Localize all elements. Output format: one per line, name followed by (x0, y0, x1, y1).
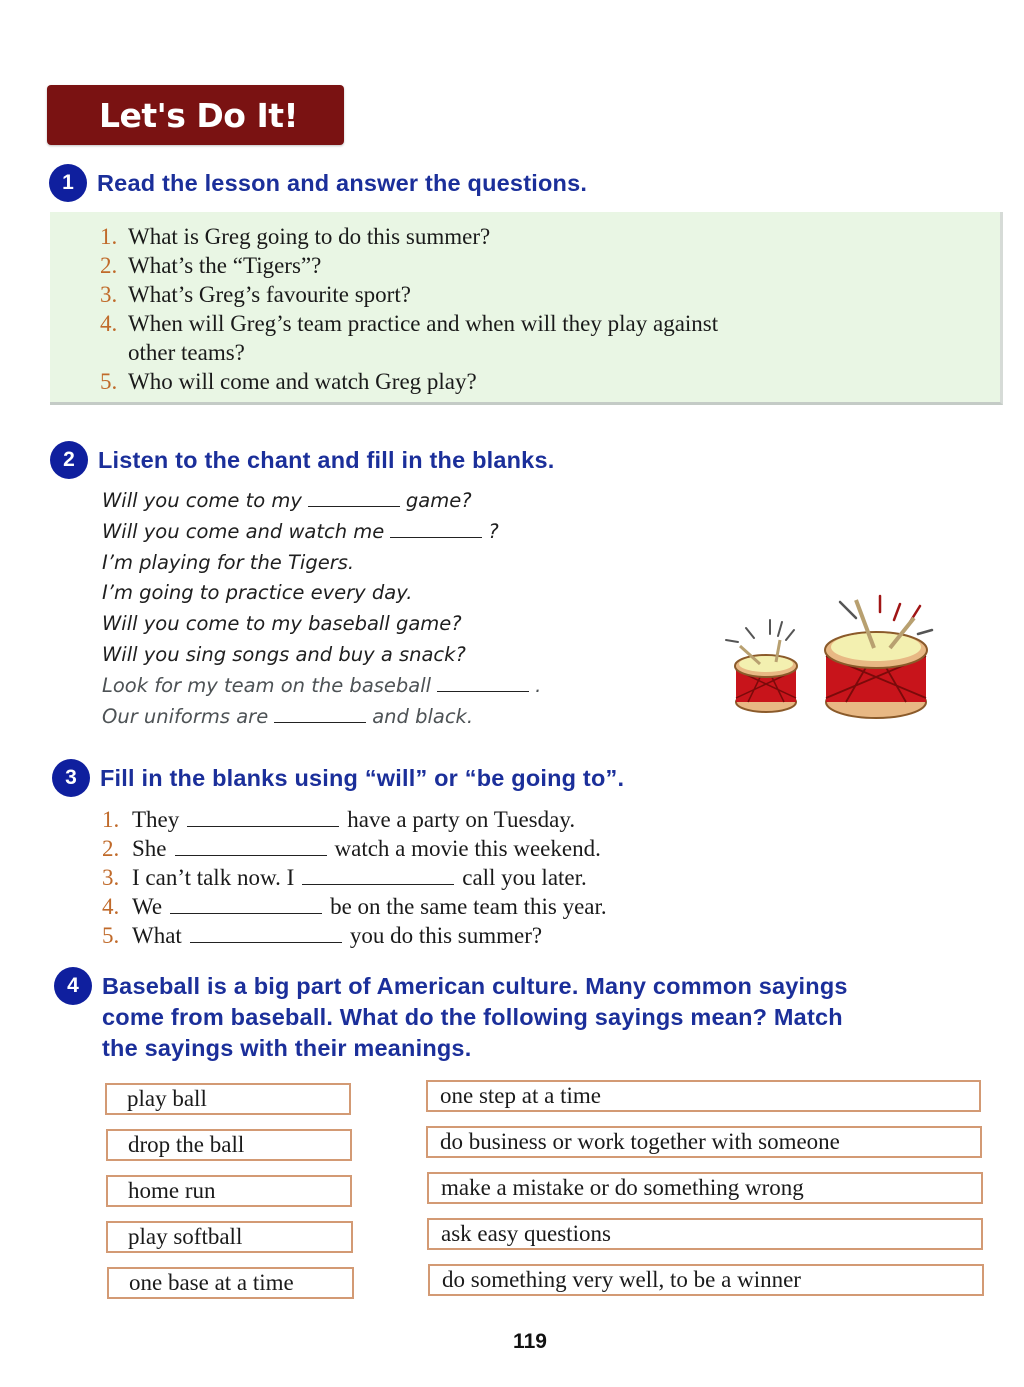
title-line: come from baseball. What do the following sayings mean? Match (102, 1004, 843, 1030)
question-text-continued: other teams? (128, 340, 245, 365)
chant-line: I’m going to practice every day. (102, 581, 413, 605)
chant-text: Will you come and watch me (102, 519, 385, 543)
question-number: 5. (100, 369, 118, 394)
item-number: 4. (102, 894, 120, 919)
question-number: 3. (100, 282, 118, 307)
item-number: 1. (102, 807, 120, 832)
item-number: 2. (102, 836, 120, 861)
exercise-number-badge: 1 (49, 164, 87, 202)
question-text: What’s Greg’s favourite sport? (128, 282, 411, 307)
question-number: 1. (100, 224, 118, 249)
fill-in-item (102, 921, 607, 950)
question-text: When will Greg’s team practice and when will they play against (128, 311, 719, 336)
saying-box[interactable]: one base at a time (107, 1267, 354, 1299)
meaning-box[interactable]: do business or work together with someone (426, 1126, 982, 1158)
meaning-box[interactable]: make a mistake or do something wrong (427, 1172, 983, 1204)
item-text: I can’t talk now. I (132, 865, 295, 890)
exercise-1-heading (49, 168, 587, 202)
saying-box[interactable]: play softball (106, 1221, 353, 1253)
chant-text: and black. (372, 704, 474, 728)
answer-blank[interactable] (437, 673, 529, 692)
drums-icon (718, 590, 948, 725)
question-number: 2. (100, 253, 118, 278)
item-text: be on the same team this year. (330, 894, 607, 919)
item-text: What (132, 923, 182, 948)
chant-text: Look for my team on the baseball (102, 673, 432, 697)
banner-title: Let's Do It! (99, 95, 299, 135)
exercise-number-badge: 4 (54, 967, 92, 1005)
item-number: 3. (102, 865, 120, 890)
meaning-box[interactable]: do something very well, to be a winner (428, 1264, 984, 1296)
chant-line: Will you sing songs and buy a snack? (102, 642, 466, 666)
exercise-2-heading (50, 445, 554, 479)
exercise-number-badge: 3 (52, 759, 90, 797)
meaning-box[interactable]: one step at a time (426, 1080, 981, 1112)
answer-blank[interactable] (274, 704, 366, 723)
chant-lyrics (102, 486, 541, 732)
saying-box[interactable]: drop the ball (106, 1129, 352, 1161)
chant-line (102, 486, 541, 517)
chant-text: Will you come to my (102, 489, 302, 512)
meaning-box[interactable]: ask easy questions (427, 1218, 983, 1250)
title-line: Baseball is a big part of American culture. Many common sayings (102, 973, 848, 999)
fill-in-item (102, 892, 607, 921)
item-text: watch a movie this weekend. (334, 836, 601, 861)
exercise-1-title: Read the lesson and answer the questions. (97, 170, 588, 196)
question-item (100, 280, 718, 309)
answer-blank[interactable] (190, 922, 342, 943)
fill-in-item (102, 834, 607, 863)
fill-in-list (102, 805, 607, 950)
question-item (100, 251, 718, 280)
question-text: Who will come and watch Greg play? (128, 369, 477, 394)
item-text: She (132, 836, 167, 861)
page-number: 119 (513, 1330, 547, 1353)
question-item (100, 367, 718, 396)
question-text: What is Greg going to do this summer? (128, 224, 491, 249)
chant-line: Will you come to my baseball game? (102, 612, 462, 636)
chant-line (102, 671, 541, 702)
fill-in-item (102, 863, 607, 892)
exercise-number-badge: 2 (50, 441, 88, 479)
chant-text: game? (405, 489, 472, 512)
answer-blank[interactable] (170, 893, 322, 914)
question-item (100, 222, 718, 251)
exercise-3-title: Fill in the blanks using “will” or “be going to”. (100, 765, 625, 791)
item-text: you do this summer? (349, 923, 543, 948)
chant-line: I’m playing for the Tigers. (102, 550, 355, 574)
exercise-4-heading (54, 971, 848, 1064)
saying-box[interactable]: play ball (105, 1083, 351, 1115)
title-line: the sayings with their meanings. (102, 1035, 472, 1061)
answer-blank[interactable] (175, 835, 327, 856)
item-text: They (132, 807, 180, 832)
exercise-2-title: Listen to the chant and fill in the blanks. (98, 447, 555, 473)
answer-blank[interactable] (308, 488, 400, 507)
exercise-4-title (102, 971, 848, 1064)
chant-text: Our uniforms are (102, 704, 269, 728)
saying-box[interactable]: home run (106, 1175, 352, 1207)
large-drum (825, 596, 932, 718)
answer-blank[interactable] (187, 806, 339, 827)
chant-line (102, 517, 541, 548)
chant-text: . (535, 673, 542, 697)
item-text: have a party on Tuesday. (347, 807, 576, 832)
exercise-3-heading (52, 763, 624, 797)
question-item (100, 309, 718, 338)
chant-line (102, 702, 541, 733)
fill-in-item (102, 805, 607, 834)
item-text: We (132, 894, 163, 919)
chant-text: ? (488, 519, 499, 543)
question-number: 4. (100, 311, 118, 336)
small-drum (726, 620, 797, 712)
section-banner (47, 85, 344, 145)
question-text: What’s the “Tigers”? (128, 253, 322, 278)
answer-blank[interactable] (302, 864, 454, 885)
answer-blank[interactable] (390, 519, 482, 538)
item-text: call you later. (462, 865, 587, 890)
question-list (100, 222, 718, 396)
item-number: 5. (102, 923, 120, 948)
